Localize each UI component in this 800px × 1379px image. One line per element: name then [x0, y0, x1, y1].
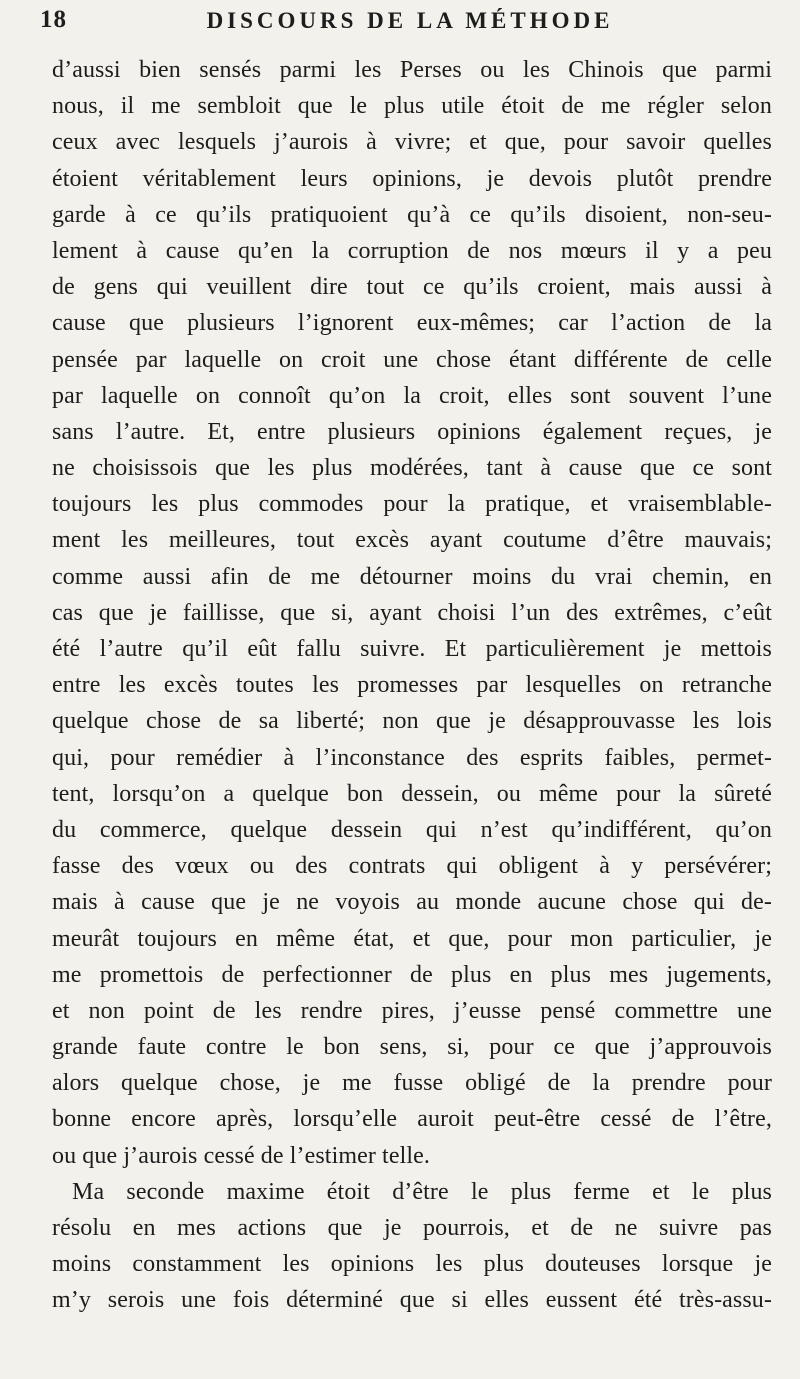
- text-line: lement à cause qu’en la corruption de nos mœurs il y a peu: [52, 237, 772, 264]
- text-line: par laquelle on connoît qu’on la croit, elles sont souvent l’une: [52, 382, 772, 409]
- text-line: pensée par laquelle on croit une chose étant différente de celle: [52, 346, 772, 373]
- text-line: meurât toujours en même état, et que, pour mon particulier, je: [52, 925, 772, 952]
- text-line: été l’autre qu’il eût fallu suivre. Et particulièrement je mettois: [52, 636, 772, 662]
- text-line: comme aussi afin de me détourner moins du vrai chemin, en: [52, 563, 772, 590]
- text-line: de gens qui veuillent dire tout ce qu’ils croient, mais aussi à: [52, 274, 772, 301]
- text-line: étoient véritablement leurs opinions, je devois plutôt prendre: [52, 165, 772, 192]
- text-line: alors quelque chose, je me fusse obligé de la prendre pour: [52, 1070, 772, 1097]
- text-line: ment les meilleures, tout excès ayant coutume d’être mauvais;: [52, 527, 772, 554]
- text-line: tent, lorsqu’on a quelque bon dessein, ou même pour la sûreté: [52, 780, 772, 807]
- text-line: du commerce, quelque dessein qui n’est qu’indifférent, qu’on: [52, 816, 772, 843]
- text-line: ne choisissois que les plus modérées, tant à cause que ce sont: [52, 455, 772, 482]
- text-line: grande faute contre le bon sens, si, pour ce que j’approuvois: [52, 1034, 772, 1061]
- paragraph-first-line: Ma seconde maxime étoit d’être le plus ferme et le plus: [72, 1178, 772, 1205]
- running-title: DISCOURS DE LA MÉTHODE: [206, 8, 614, 33]
- text-line: qui, pour remédier à l’inconstance des esprits faibles, permet-: [52, 744, 772, 771]
- text-line: mais à cause que je ne voyois au monde aucune chose qui de-: [52, 889, 772, 916]
- body-text: [52, 52, 772, 1319]
- text-line: garde à ce qu’ils pratiquoient qu’à ce qu’ils disoient, non-seu-: [52, 201, 772, 228]
- text-line: sans l’autre. Et, entre plusieurs opinions également reçues, je: [52, 418, 772, 445]
- page-header: [40, 6, 760, 40]
- text-line: ceux avec lesquels j’aurois à vivre; et que, pour savoir quelles: [52, 129, 772, 156]
- text-line: quelque chose de sa liberté; non que je désapprouvasse les lois: [52, 708, 772, 735]
- text-line: nous, il me sembloit que le plus utile étoit de me régler selon: [52, 93, 772, 120]
- text-line: fasse des vœux ou des contrats qui obligent à y persévérer;: [52, 853, 772, 880]
- paragraph-last-line: ou que j’aurois cessé de l’estimer telle.: [52, 1142, 430, 1169]
- text-line: cas que je faillisse, que si, ayant choisi l’un des extrêmes, c’eût: [52, 599, 772, 626]
- text-line: cause que plusieurs l’ignorent eux-mêmes; car l’action de la: [52, 310, 772, 337]
- text-line: moins constamment les opinions les plus douteuses lorsque je: [52, 1251, 772, 1278]
- text-line: d’aussi bien sensés parmi les Perses ou les Chinois que parmi: [52, 57, 772, 83]
- text-line: et non point de les rendre pires, j’eusse pensé commettre une: [52, 997, 772, 1024]
- text-line: entre les excès toutes les promesses par lesquelles on retranche: [52, 672, 772, 699]
- text-line: m’y serois une fois déterminé que si elles eussent été très-assu-: [52, 1287, 772, 1314]
- text-line: bonne encore après, lorsqu’elle auroit peut-être cessé de l’être,: [52, 1106, 772, 1133]
- text-line: résolu en mes actions que je pourrois, et de ne suivre pas: [52, 1215, 772, 1241]
- page-number: 18: [40, 6, 67, 33]
- text-line: toujours les plus commodes pour la pratique, et vraisemblable-: [52, 491, 772, 518]
- text-line: me promettois de perfectionner de plus en plus mes jugements,: [52, 961, 772, 988]
